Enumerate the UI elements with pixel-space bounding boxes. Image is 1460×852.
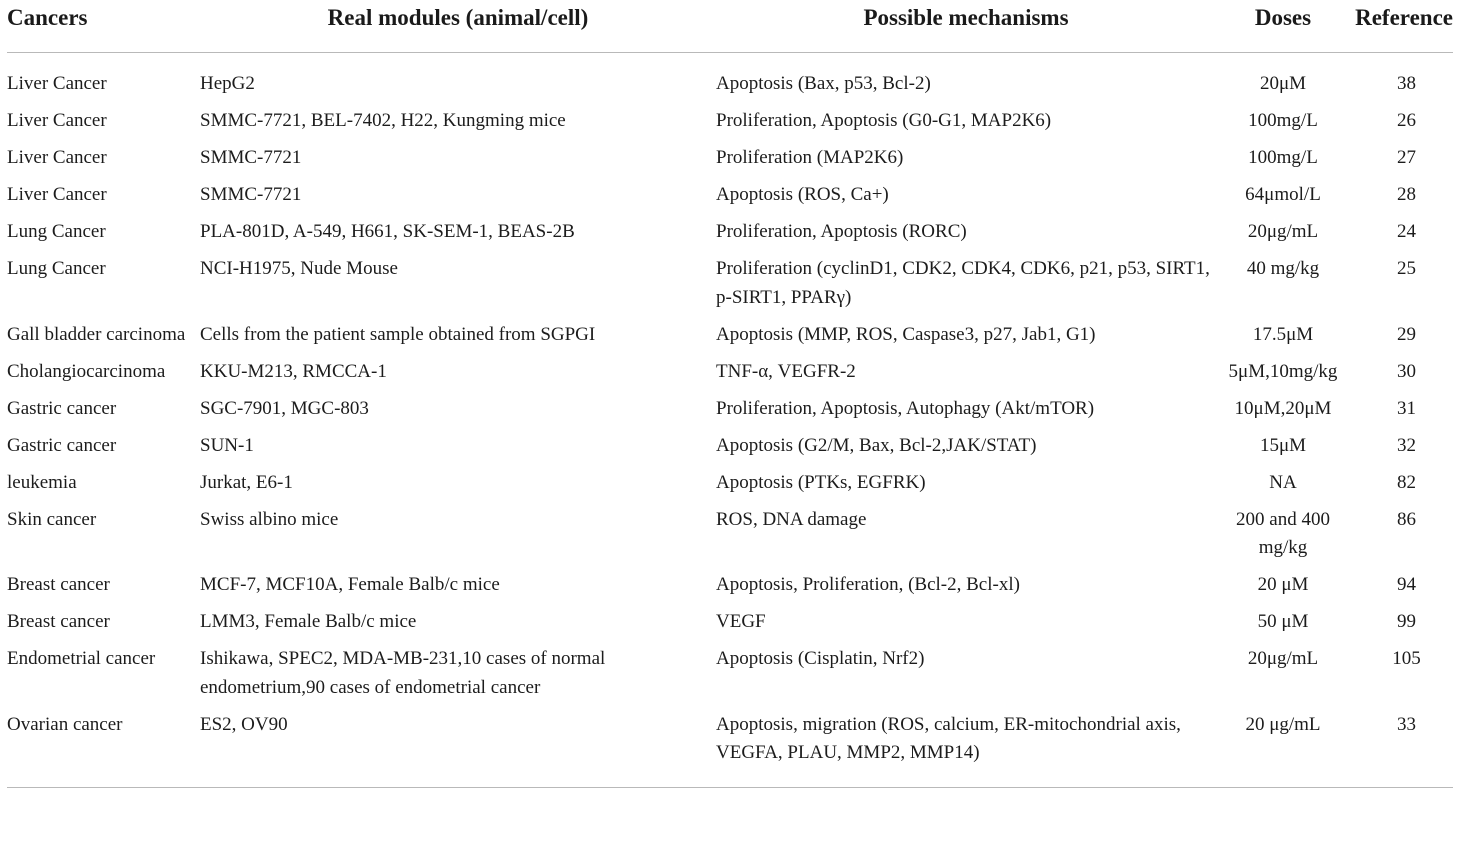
cell-dose: 20 μg/mL (1216, 706, 1350, 787)
cell-dose: 40 mg/kg (1246, 258, 1320, 279)
cell-dose: NA (1269, 471, 1297, 493)
cell-dose: 10μM,20μM (1234, 397, 1332, 419)
table-row (7, 390, 1453, 427)
cell-real-module: NCI-H1975, Nude Mouse (200, 258, 398, 279)
cell-reference: 28 (1397, 184, 1416, 205)
table-row (7, 427, 1453, 464)
cell-real-module: Cells from the patient sample obtained from SGPGI (200, 323, 596, 345)
table-row (7, 604, 1453, 641)
cell-reference: 105 (1392, 648, 1421, 669)
cell-dose: 20μg/mL (1247, 648, 1319, 669)
cell-mechanism: Proliferation, Apoptosis (G0-G1, MAP2K6) (716, 110, 1052, 131)
header-reference: Reference (1350, 0, 1453, 53)
table-row (7, 706, 1453, 787)
cell-mechanism: Proliferation, Apoptosis (RORC) (716, 221, 967, 242)
header-doses: Doses (1216, 0, 1350, 53)
cell-reference: 38 (1397, 73, 1416, 94)
cell-mechanism: Apoptosis (MMP, ROS, Caspase3, p27, Jab1, G1) (716, 323, 1096, 345)
cell-reference: 32 (1397, 434, 1416, 456)
cell-mechanism: Apoptosis, Proliferation, (Bcl-2, Bcl-xl) (716, 574, 1020, 595)
cell-cancer: Liver Cancer (7, 110, 107, 131)
cell-real-module: PLA-801D, A-549, H661, SK-SEM-1, BEAS-2B (200, 221, 575, 242)
cell-dose: 50 μM (1257, 611, 1309, 632)
cell-mechanism: Apoptosis (Bax, p53, Bcl-2) (716, 73, 931, 94)
cell-real-module: MCF-7, MCF10A, Female Balb/c mice (200, 574, 500, 595)
header-possible-mechanisms: Possible mechanisms (716, 0, 1216, 53)
table-row (7, 53, 1453, 103)
cell-mechanism: VEGF (716, 611, 766, 632)
cell-cancer: Endometrial cancer (7, 648, 156, 669)
cell-mechanism: Apoptosis (G2/M, Bax, Bcl-2,JAK/STAT) (716, 434, 1037, 456)
cell-real-module: ES2, OV90 (200, 706, 716, 787)
cell-dose: 64μmol/L (1245, 184, 1321, 205)
cell-real-module: LMM3, Female Balb/c mice (200, 611, 417, 632)
cell-reference: 94 (1397, 574, 1416, 595)
cell-dose: 20 μM (1257, 574, 1309, 595)
table-body (7, 53, 1453, 788)
cell-real-module: SGC-7901, MGC-803 (200, 397, 369, 419)
cell-reference: 33 (1350, 706, 1453, 787)
cell-real-module: Jurkat, E6-1 (200, 471, 293, 493)
cell-reference: 99 (1397, 611, 1416, 632)
cell-cancer: Gastric cancer (7, 397, 117, 419)
cell-cancer: Lung Cancer (7, 221, 106, 242)
cell-cancer: Liver Cancer (7, 147, 107, 168)
table-row (7, 177, 1453, 214)
cell-mechanism: Proliferation (MAP2K6) (716, 147, 904, 168)
table-row (7, 214, 1453, 251)
cell-dose: 20μg/mL (1247, 221, 1319, 242)
cell-dose: 100mg/L (1248, 110, 1318, 131)
cell-reference: 86 (1397, 508, 1416, 530)
cell-dose: 20μM (1259, 73, 1307, 94)
cell-dose: 17.5μM (1252, 323, 1314, 345)
cell-cancer: Gall bladder carcinoma (7, 323, 186, 345)
table-row (7, 464, 1453, 501)
table-row (7, 641, 1453, 707)
cell-real-module: SMMC-7721 (200, 147, 302, 168)
cell-reference: 82 (1397, 471, 1416, 493)
cell-real-module: SMMC-7721, BEL-7402, H22, Kungming mice (200, 110, 566, 131)
cell-cancer: Gastric cancer (7, 434, 117, 456)
cell-real-module: SMMC-7721 (200, 184, 302, 205)
header-cancers: Cancers (7, 0, 200, 53)
cell-real-module: SUN-1 (200, 434, 254, 456)
cancer-mechanism-table (7, 0, 1453, 788)
cell-dose: 5μM,10mg/kg (1228, 360, 1338, 382)
cell-reference: 26 (1397, 110, 1416, 131)
cell-reference: 31 (1397, 397, 1416, 419)
cell-cancer: Breast cancer (7, 574, 110, 595)
cell-reference: 27 (1397, 147, 1416, 168)
table-row (7, 567, 1453, 604)
cell-mechanism: Proliferation, Apoptosis, Autophagy (Akt/mTOR) (716, 397, 1095, 419)
cell-real-module: Ishikawa, SPEC2, MDA-MB-231,10 cases of normal endometrium,90 cases of endometrial cancer (200, 648, 606, 698)
cell-cancer: Cholangiocarcinoma (7, 360, 166, 382)
cell-dose: 200 and 400 mg/kg (1236, 508, 1330, 558)
cell-cancer: Skin cancer (7, 508, 97, 530)
table-row (7, 251, 1453, 317)
table-row (7, 501, 1453, 567)
cell-reference: 30 (1397, 360, 1416, 382)
cell-dose: 15μM (1259, 434, 1307, 456)
cell-reference: 24 (1397, 221, 1416, 242)
cell-cancer: Lung Cancer (7, 258, 106, 279)
cell-mechanism: Apoptosis (PTKs, EGFRK) (716, 471, 926, 493)
table-header (7, 0, 1453, 53)
cancer-mechanism-table-container (7, 0, 1453, 788)
cell-dose: 100mg/L (1248, 147, 1318, 168)
cell-real-module: Swiss albino mice (200, 508, 339, 530)
table-row (7, 353, 1453, 390)
table-row (7, 316, 1453, 353)
table-row (7, 140, 1453, 177)
cell-cancer: Breast cancer (7, 611, 110, 632)
table-row (7, 103, 1453, 140)
cell-real-module: HepG2 (200, 73, 255, 94)
cell-mechanism: TNF-α, VEGFR-2 (716, 360, 856, 382)
cell-real-module: KKU-M213, RMCCA-1 (200, 360, 387, 382)
header-real-modules: Real modules (animal/cell) (200, 0, 716, 53)
cell-mechanism: Apoptosis, migration (ROS, calcium, ER-mitochondrial axis, VEGFA, PLAU, MMP2, MMP14) (716, 706, 1216, 787)
cell-cancer: leukemia (7, 471, 77, 493)
cell-mechanism: Proliferation (cyclinD1, CDK2, CDK4, CDK6, p21, p53, SIRT1, p-SIRT1, PPARγ) (716, 258, 1210, 308)
cell-mechanism: ROS, DNA damage (716, 508, 867, 530)
cell-cancer: Liver Cancer (7, 184, 107, 205)
cell-mechanism: Apoptosis (Cisplatin, Nrf2) (716, 648, 925, 669)
cell-cancer: Liver Cancer (7, 73, 107, 94)
header-row (7, 0, 1453, 53)
cell-reference: 29 (1397, 323, 1416, 345)
cell-mechanism: Apoptosis (ROS, Ca+) (716, 184, 889, 205)
cell-cancer: Ovarian cancer (7, 706, 200, 787)
cell-reference: 25 (1397, 258, 1416, 279)
